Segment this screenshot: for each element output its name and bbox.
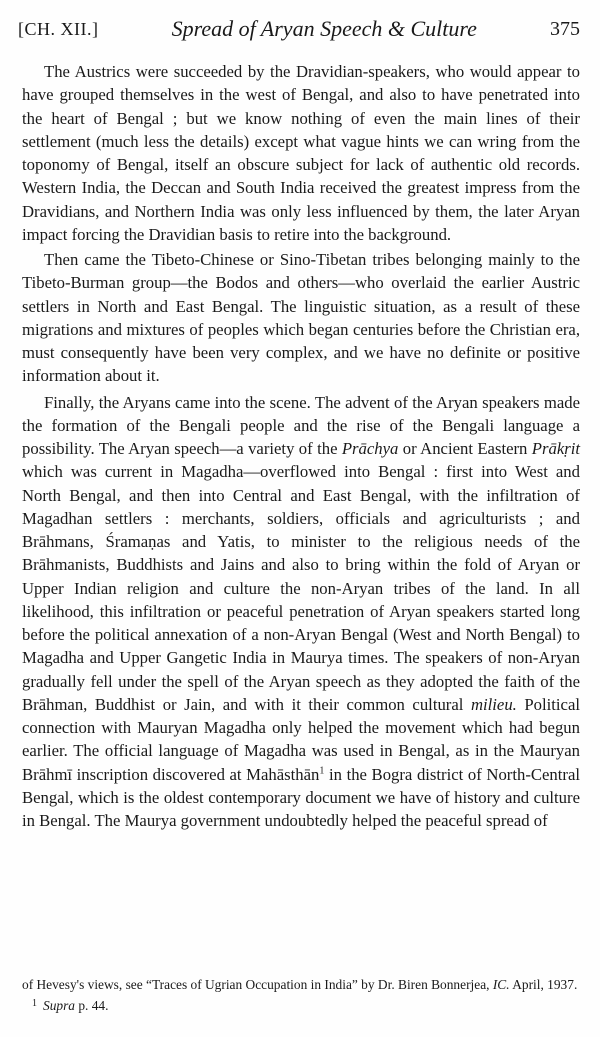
italic-term-prakrit: Prākṛit xyxy=(531,439,581,458)
paragraph-tibeto-chinese: Then came the Tibeto-Chinese or Sino-Tibetan tribes belonging mainly to the Tibeto-Burman group—the Bodos and others—who overlaid the earlier Austric settlers in North and East Bengal. The linguistic situation, as a result of these migrations and mixtures of peoples which began centuries before the Christian era, must consequently have been very complex, and we have no definite or positive information about it. xyxy=(22,250,580,386)
text-span: of Hevesy's views, see “Traces of Ugrian Occupation in India” by Dr. Biren Bonnerjea, xyxy=(22,977,493,992)
body-text xyxy=(22,60,580,834)
running-title: Spread of Aryan Speech & Culture xyxy=(171,16,477,41)
running-header xyxy=(18,12,580,46)
paragraph-dravidians: The Austrics were succeeded by the Dravidian-speakers, who would appear to have grouped themselves in the west of Bengal, and also to have penetrated into the heart of Bengal ; but we know nothing of even the main lines of their settlement (much less the details) except what vague hints we can wring from the toponomy of Bengal, itself an obscure subject for lack of authentic old records. Western India, the Deccan and South India received the greatest impress from the Dravidians, and Northern India was only less influenced by them, the later Aryan impact forcing the Dravidian basis to retire into the background. xyxy=(22,62,580,244)
italic-supra: Supra xyxy=(43,998,75,1013)
text-span: Finally, the Aryans came into the scene. The advent of the Aryan speakers made the formation of the Bengali people and the rise of the Bengali language a possibility. The Aryan speech—a variety of the xyxy=(22,392,580,458)
text-span: in the Bogra district of North-Central Bengal, which is the oldest contemporary document we have of history and culture in Bengal. The Maurya government undoubtedly helped the peaceful spread of xyxy=(22,764,580,830)
footnote-continuation xyxy=(22,975,580,994)
text-span: which was current in Magadha—overflowed into Bengal : first into West and North Bengal, and then into Central and East Bengal, with the infiltration of Magadhan settlers : merchants, soldiers, officials and agriculturists ; and Brāhmans, Śramaṇas and Yatis, to minister to the religious needs of the Brāhmanists, Buddhists and Jains and also to bring within the fold of Aryan or Upper Indian religion and culture the non-Aryan tribes of the land. In all likelihood, this infiltration or peaceful penetration of Aryan speakers started long before the political annexation of a non-Aryan Bengal (West and North Bengal) to Magadha and Upper Gangetic India in Maurya times. The speakers of non-Aryan gradually fell under the spell of the Aryan speech as they adopted the faith of the Brāhman, Buddhist or Jain, and with it their common cultural xyxy=(22,462,580,714)
text-span: April, 1937. xyxy=(509,977,578,992)
page-number: 375 xyxy=(549,17,580,40)
chapter-label: [CH. XII.] xyxy=(18,18,99,39)
footnote-marker: 1 xyxy=(32,998,37,1009)
footnote-reference: 1 xyxy=(319,764,325,776)
footnote-divider xyxy=(22,969,580,970)
text-span: p. 44. xyxy=(75,998,109,1013)
footnotes xyxy=(22,975,580,1015)
footnote-1 xyxy=(22,994,580,1015)
text-span: Political connection with Mauryan Magadha only helped the movement which had begun earlier. The official language of Magadha was used in Bengal, as in the Mauryan Brāhmī inscription discovered at Mahāsthān xyxy=(22,694,581,784)
text-span: or Ancient Eastern xyxy=(398,439,532,458)
italic-abbrev-ic: IC. xyxy=(492,977,510,992)
paragraph-aryans xyxy=(22,391,580,833)
italic-term-milieu: milieu. xyxy=(470,694,517,714)
italic-term-prachya: Prāchya xyxy=(341,439,399,458)
